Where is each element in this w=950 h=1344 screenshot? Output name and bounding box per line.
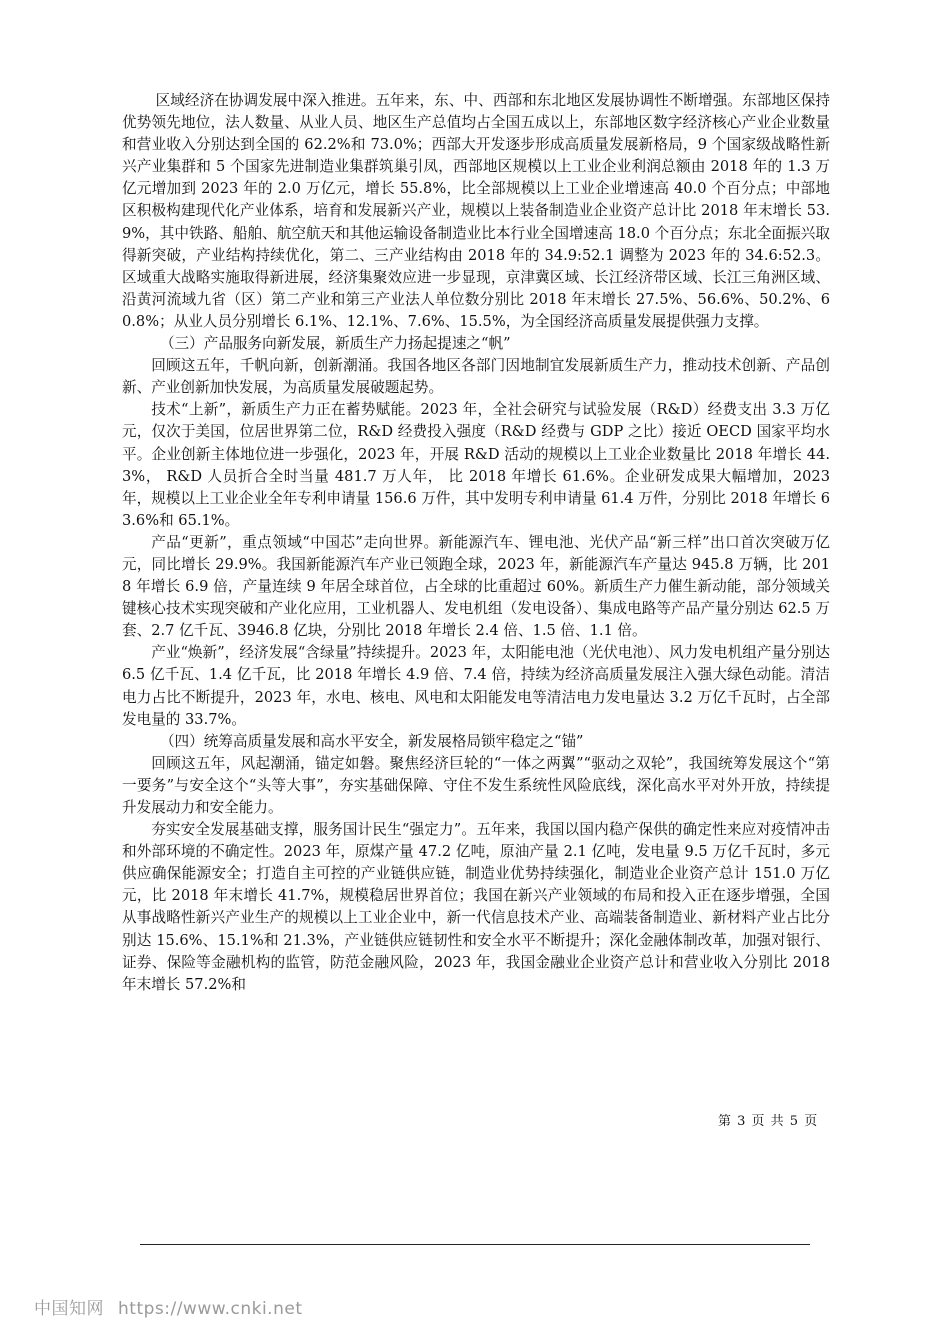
paragraph-technology: 技术“上新”，新质生产力正在蓄势赋能。2023 年，全社会研究与试验发展（R&D）经费支出 3.3 万亿元，仅次于美国，位居世界第二位，R&D 经费投入强度（R&D 经费与 GDP 之比）接近 OECD 国家平均水平。企业创新主体地位进一步强化，2023 年，开展 R&D 活动的规模以上工业企业数量比 2018 年增长 44.3%， R&D 人员折合全时当量 481.7 万人年， 比 2018 年增长 61.6%。企业研发成果大幅增加，2023 年，规模以上工业企业全年专利申请量 156.6 万件，其中发明专利申请量 61.4 万件，分别比 2018 年增长 63.6%和 65.1%。 bbox=[122, 401, 830, 529]
section-heading-four: （四）统筹高质量发展和高水平安全，新发展格局锁牢稳定之“锚” bbox=[159, 732, 584, 750]
page-number: 第 3 页 共 5 页 bbox=[718, 1114, 819, 1129]
cnki-watermark bbox=[34, 1294, 302, 1319]
watermark-brand: 中国知网 bbox=[34, 1299, 104, 1319]
section-heading-three: （三）产品服务向新发展，新质生产力扬起提速之“帆” bbox=[159, 335, 511, 353]
paragraph-security-foundation: 夯实安全发展基础支撑，服务国计民生“强定力”。五年来，我国以国内稳产保供的确定性来应对疫情冲击和外部环境的不确定性。2023 年，原煤产量 47.2 亿吨，原油产量 2.1 亿吨，发电量 9.5 万亿千瓦时，多元供应确保能源安全；打造自主可控的产业链供应链，制造业优势持续强化，制造业企业资产总计 151.0 万亿元，比 2018 年末增长 41.7%，规模稳居世界首位；我国在新兴产业领域的布局和投入正在逐步增强，全国从事战略性新兴产业生产的规模以上工业企业中，新一代信息技术产业、高端装备制造业、新材料产业占比分别达 15.6%、15.1%和 21.3%，产业链供应链韧性和安全水平不断提升；深化金融体制改革，加强对银行、证券、保险等金融机构的监管，防范金融风险，2023 年，我国金融业企业资产总计和营业收入分别比 2018 年末增长 57.2%和 bbox=[122, 821, 830, 993]
paragraph-review-security: 回顾这五年，风起潮涌，锚定如磐。聚焦经济巨轮的“一体之两翼”“驱动之双轮”，我国统筹发展这个“第一要务”与安全这个“头等大事”，夯实基础保障、守住不发生系统性风险底线，深化高水平对外开放，持续提升发展动力和安全能力。 bbox=[122, 754, 830, 816]
footer-divider bbox=[140, 1244, 810, 1245]
paragraph-products: 产品“更新”，重点领域“中国芯”走向世界。新能源汽车、锂电池、光伏产品“新三样”出口首次突破万亿元，同比增长 29.9%。我国新能源汽车产业已领跑全球，2023 年，新能源汽车产量达 945.8 万辆，比 2018 年增长 6.9 倍，产量连续 9 年居全球首位，占全球的比重超过 60%。新质生产力催生新动能，部分领域关键核心技术实现突破和产业化应用，工业机器人、发电机组（发电设备）、集成电路等产品产量分别达 62.5 万套、2.7 亿千瓦、3946.8 亿块，分别比 2018 年增长 2.4 倍、1.5 倍、1.1 倍。 bbox=[122, 533, 830, 640]
paragraph-review-innovation: 回顾这五年，千帆向新，创新潮涌。我国各地区各部门因地制宜发展新质生产力，推动技术创新、产品创新、产业创新加快发展，为高质量发展破题起势。 bbox=[122, 357, 830, 397]
watermark-url: https://www.cnki.net bbox=[118, 1299, 303, 1319]
document-body bbox=[122, 90, 830, 996]
paragraph-industry-green: 产业“焕新”，经济发展“含绿量”持续提升。2023 年，太阳能电池（光伏电池）、风力发电机组产量分别达 6.5 亿千瓦、1.4 亿千瓦，比 2018 年增长 4.9 倍、7.4 倍，持续为经济高质量发展注入强大绿色动能。清洁电力占比不断提升，2023 年，水电、核电、风电和太阳能发电等清洁电力发电量达 3.2 万亿千瓦时，占全部发电量的 33.7%。 bbox=[122, 644, 830, 728]
paragraph-regional-economy: 区域经济在协调发展中深入推进。五年来，东、中、西部和东北地区发展协调性不断增强。东部地区保持优势领先地位，法人数量、从业人员、地区生产总值均占全国五成以上，东部地区数字经济核心产业企业数量和营业收入分别达到全国的 62.2%和 73.0%；西部大开发逐步形成高质量发展新格局，9 个国家级战略性新兴产业集群和 5 个国家先进制造业集群筑巢引凤，西部地区规模以上工业企业利润总额由 2018 年的 1.3 万亿元增加到 2023 年的 2.0 万亿元，增长 55.8%，比全部规模以上工业企业增速高 40.0 个百分点；中部地区积极构建现代化产业体系，培育和发展新兴产业，规模以上装备制造业企业资产总计比 2018 年末增长 53.9%，其中铁路、船舶、航空航天和其他运输设备制造业比本行业全国增速高 18.0 个百分点；东北全面振兴取得新突破，产业结构持续优化，第二、三产业结构由 2018 年的 34.9:52.1 调整为 2023 年的 34.6:52.3。区域重大战略实施取得新进展，经济集聚效应进一步显现，京津冀区域、长江经济带区域、长江三角洲区域、沿黄河流域九省（区）第二产业和第三产业法人单位数分别比 2018 年末增长 27.5%、56.6%、50.2%、60.8%；从业人员分别增长 6.1%、12.1%、7.6%、15.5%，为全国经济高质量发展提供强力支撑。 bbox=[122, 92, 830, 330]
